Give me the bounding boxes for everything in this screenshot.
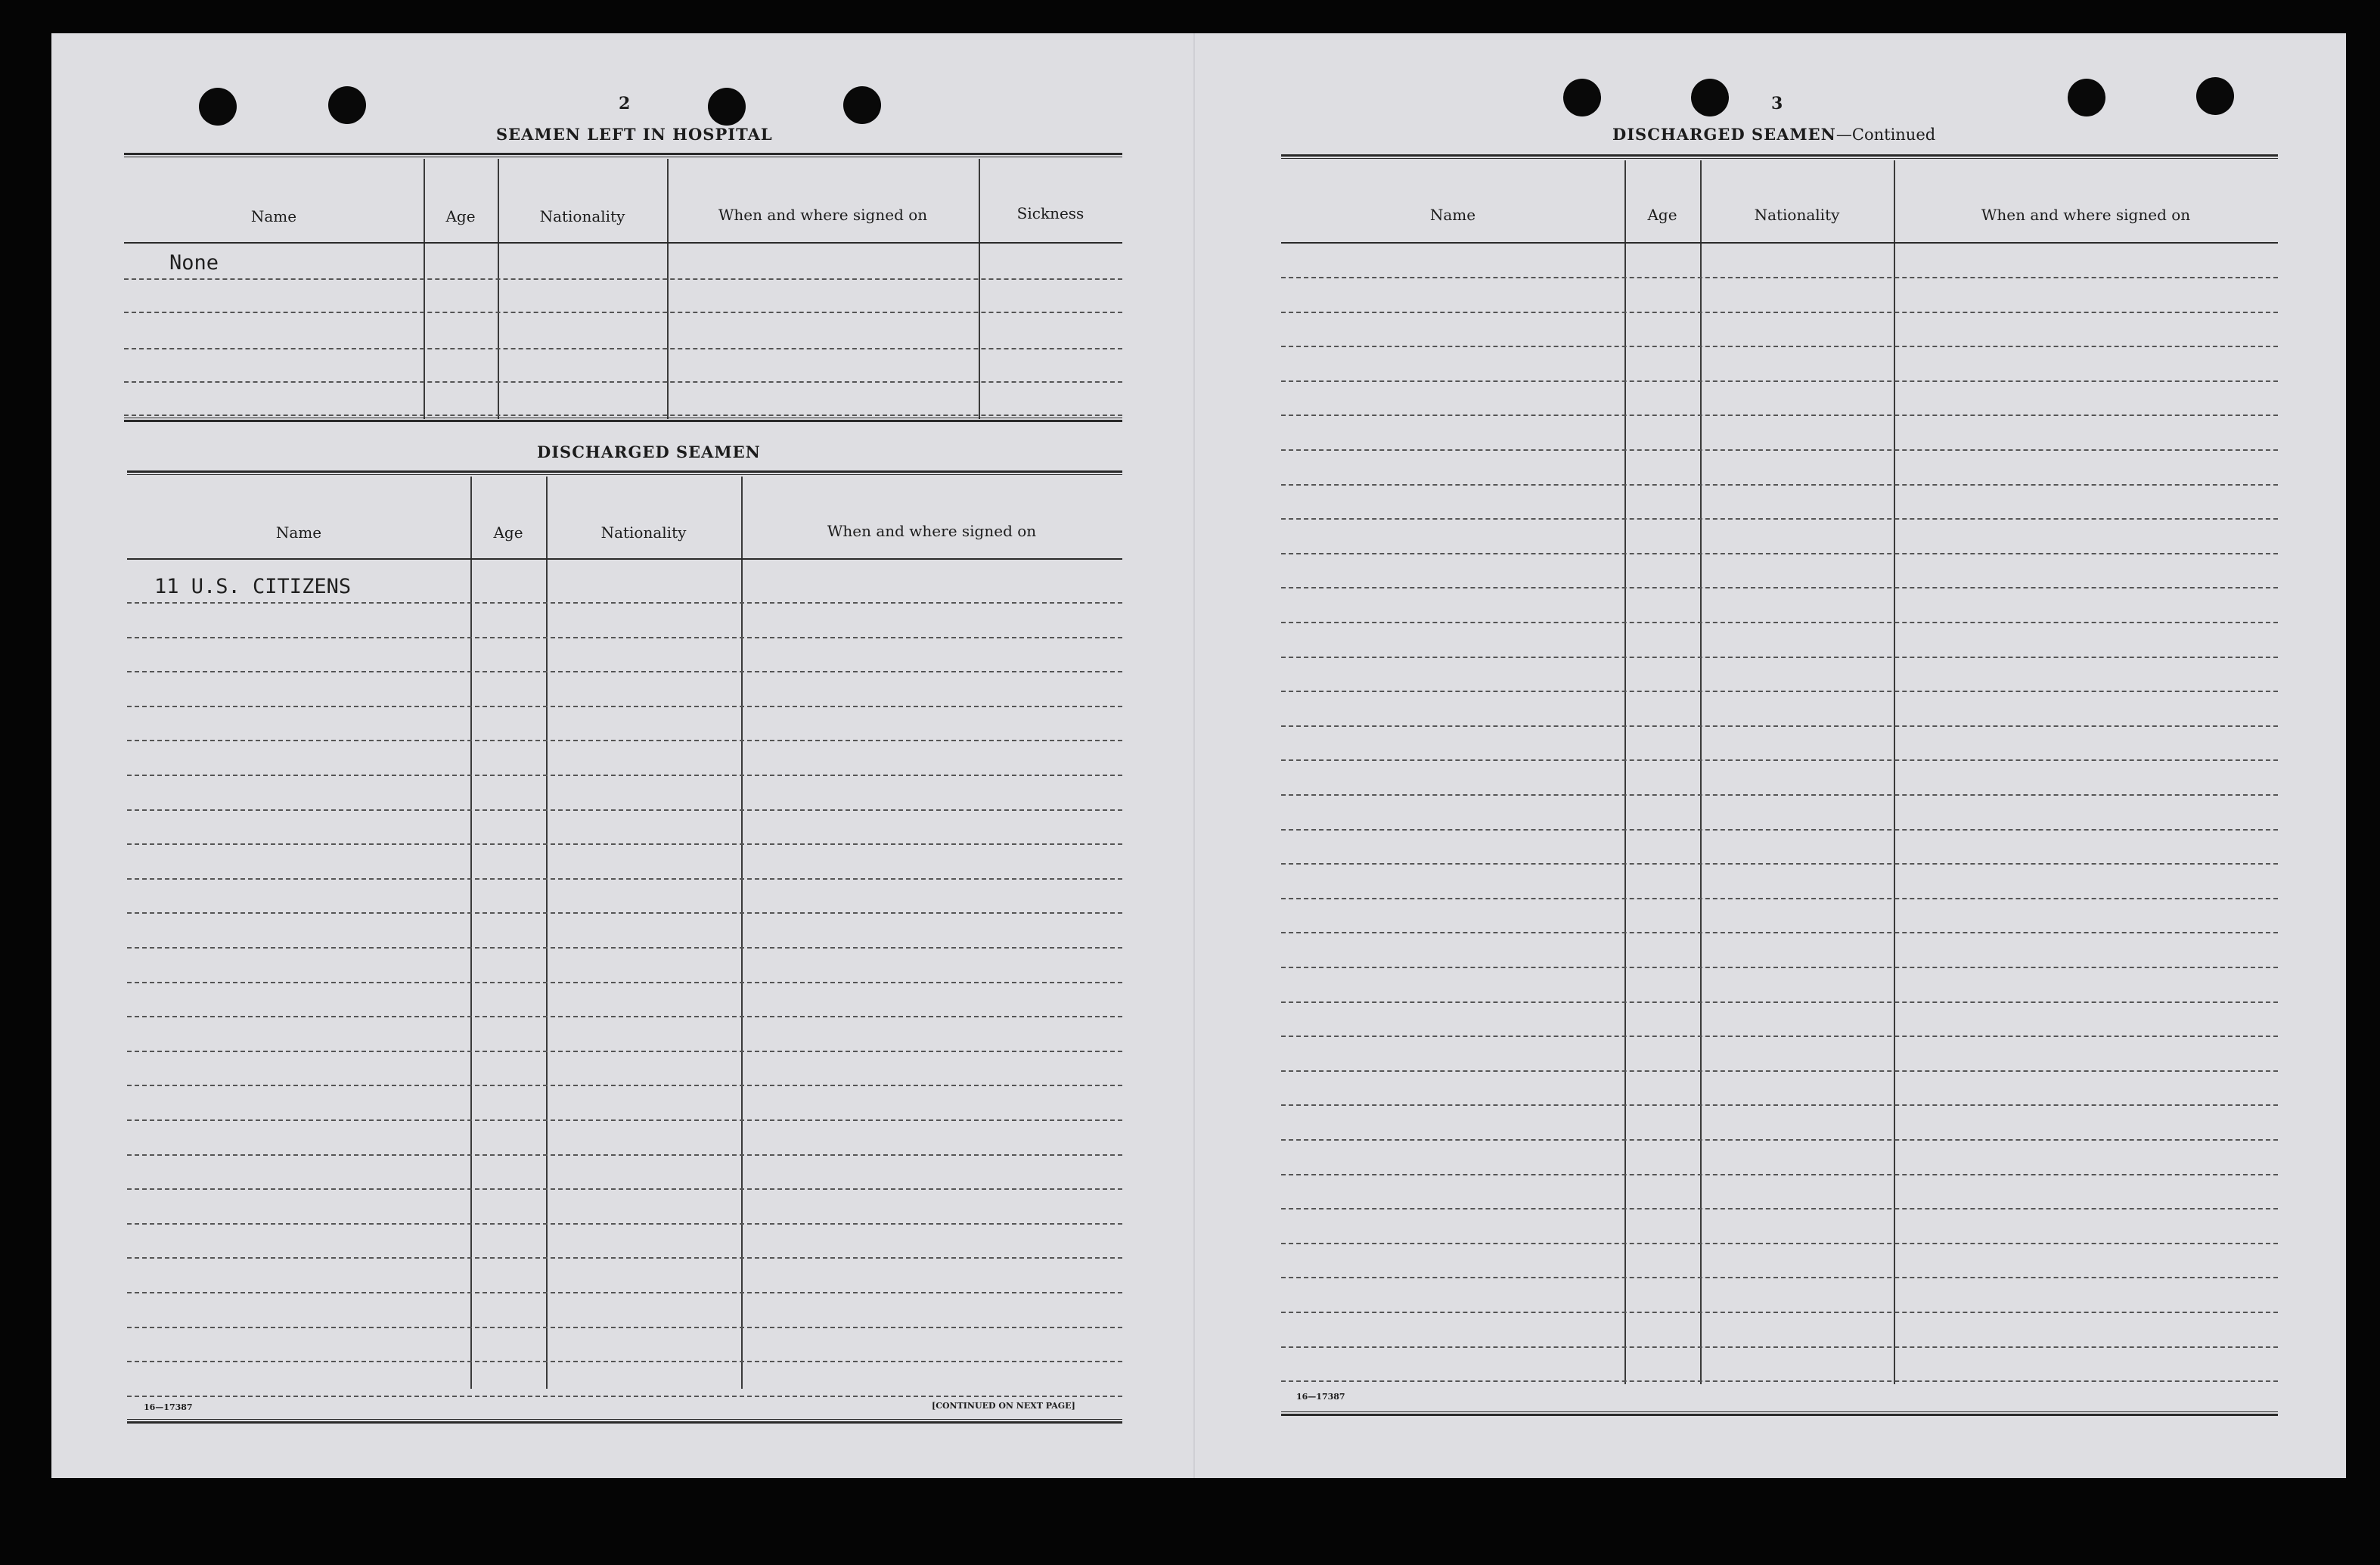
table-row-line — [1281, 1104, 2278, 1106]
table-row-line — [127, 1154, 1122, 1156]
table-row-line — [1281, 622, 2278, 623]
header-rule — [127, 558, 1122, 560]
column-header-nationality: Nationality — [539, 207, 625, 225]
table-row-line — [127, 671, 1122, 672]
table-row-line — [1281, 829, 2278, 831]
hospital-entry: None — [169, 251, 219, 275]
table-row-line — [127, 1188, 1122, 1190]
column-header-age: Age — [1647, 206, 1677, 224]
table-row-line — [1281, 725, 2278, 727]
table-row-line — [1281, 794, 2278, 796]
table-row-line — [124, 312, 1122, 313]
table-row-line — [127, 982, 1122, 983]
table-row-line — [127, 1327, 1122, 1328]
punch-hole — [1563, 79, 1601, 116]
discharged-continued-table — [1281, 154, 2278, 1387]
discharged-continued-title — [1612, 125, 1935, 144]
discharged-section-title: DISCHARGED SEAMEN — [537, 442, 761, 461]
table-row-line — [1281, 967, 2278, 968]
discharged-table — [127, 470, 1122, 1424]
page-number-right: 3 — [1771, 94, 1783, 113]
punch-hole — [708, 88, 746, 126]
page-fold — [1193, 33, 1195, 1478]
table-row-line — [1281, 1001, 2278, 1003]
column-divider — [741, 477, 743, 1389]
punch-hole — [2196, 77, 2234, 115]
table-row-line — [1281, 1346, 2278, 1348]
punch-hole — [199, 88, 237, 126]
title-continued: —Continued — [1835, 126, 1936, 144]
table-row-line — [1281, 312, 2278, 313]
header-rule — [1281, 242, 2278, 244]
column-header-sickness: Sickness — [1016, 204, 1084, 222]
column-divider — [667, 159, 669, 419]
column-divider — [498, 159, 499, 419]
table-row-line — [1281, 553, 2278, 554]
table-row-line — [1281, 380, 2278, 382]
title-main: DISCHARGED SEAMEN — [1612, 125, 1836, 144]
table-row-line — [1281, 1036, 2278, 1037]
column-divider — [1700, 160, 1702, 1384]
table-bottom-rule — [1281, 1411, 2278, 1416]
form-number-left: 16—17387 — [144, 1402, 193, 1412]
column-header-signed-on: When and where signed on — [718, 206, 928, 224]
table-row-line — [127, 1361, 1122, 1362]
column-header-age: Age — [445, 207, 476, 225]
column-divider — [424, 159, 425, 419]
table-row-line — [127, 1257, 1122, 1259]
table-row-line — [1281, 1277, 2278, 1278]
punch-hole — [843, 86, 881, 124]
table-row-line — [1281, 484, 2278, 486]
table-top-rule — [1281, 154, 2278, 159]
column-divider — [1894, 160, 1895, 1384]
discharged-entry: 11 U.S. CITIZENS — [154, 575, 352, 598]
column-header-signed-on: When and where signed on — [827, 522, 1037, 540]
table-row-line — [1281, 657, 2278, 658]
table-row-line — [1281, 449, 2278, 451]
table-row-line — [127, 637, 1122, 638]
table-row-line — [127, 1396, 1122, 1397]
table-row-line — [1281, 1312, 2278, 1313]
table-row-line — [1281, 518, 2278, 520]
table-row-line — [127, 1119, 1122, 1121]
continued-note: [CONTINUED ON NEXT PAGE] — [932, 1401, 1075, 1411]
form-number-right: 16—17387 — [1296, 1392, 1345, 1402]
column-divider — [470, 477, 472, 1389]
document-sheet — [51, 33, 2346, 1478]
table-row-line — [1281, 587, 2278, 588]
column-header-name: Name — [1429, 206, 1476, 224]
table-row-line — [1281, 863, 2278, 865]
table-row-line — [1281, 691, 2278, 692]
table-row-line — [127, 1085, 1122, 1086]
table-row-line — [1281, 759, 2278, 761]
table-row-line — [1281, 1380, 2278, 1382]
table-row-line — [127, 1051, 1122, 1052]
table-row-line — [1281, 346, 2278, 347]
table-row-line — [124, 415, 1122, 416]
column-divider — [979, 159, 980, 419]
column-divider — [546, 477, 548, 1389]
table-row-line — [127, 912, 1122, 914]
table-row-line — [127, 775, 1122, 776]
punch-hole — [2068, 79, 2105, 116]
column-divider — [1624, 160, 1626, 1384]
table-row-line — [127, 1292, 1122, 1293]
table-bottom-rule — [127, 1419, 1122, 1424]
column-header-nationality: Nationality — [1754, 206, 1840, 224]
table-row-line — [1281, 277, 2278, 278]
table-row-line — [127, 843, 1122, 845]
page-number-left: 2 — [619, 94, 631, 113]
table-row-line — [127, 740, 1122, 741]
table-row-line — [127, 878, 1122, 880]
table-row-line — [1281, 932, 2278, 933]
table-row-line — [1281, 1243, 2278, 1244]
hospital-section-title: SEAMEN LEFT IN HOSPITAL — [496, 125, 773, 144]
table-row-line — [1281, 1139, 2278, 1141]
table-top-rule — [127, 470, 1122, 475]
table-top-rule — [124, 153, 1122, 157]
table-row-line — [127, 1223, 1122, 1225]
punch-hole — [1691, 79, 1729, 116]
column-header-signed-on: When and where signed on — [1981, 206, 2191, 224]
column-header-name: Name — [250, 207, 297, 225]
table-row-line — [1281, 898, 2278, 899]
table-bottom-rule — [124, 418, 1122, 422]
table-row-line — [1281, 1174, 2278, 1175]
table-row-line — [124, 348, 1122, 349]
table-row-line — [127, 706, 1122, 707]
table-row-line — [1281, 1070, 2278, 1072]
table-row-line — [127, 947, 1122, 949]
table-row-line — [127, 1016, 1122, 1017]
column-header-age: Age — [493, 523, 523, 542]
table-row-line — [1281, 415, 2278, 416]
column-header-nationality: Nationality — [600, 523, 687, 542]
punch-hole — [328, 86, 366, 124]
header-rule — [124, 242, 1122, 244]
table-row-line — [1281, 1208, 2278, 1209]
table-row-line — [127, 809, 1122, 811]
table-row-line — [127, 602, 1122, 604]
table-row-line — [124, 278, 1122, 280]
column-header-name: Name — [275, 523, 322, 542]
hospital-table — [124, 153, 1122, 455]
table-row-line — [124, 381, 1122, 383]
